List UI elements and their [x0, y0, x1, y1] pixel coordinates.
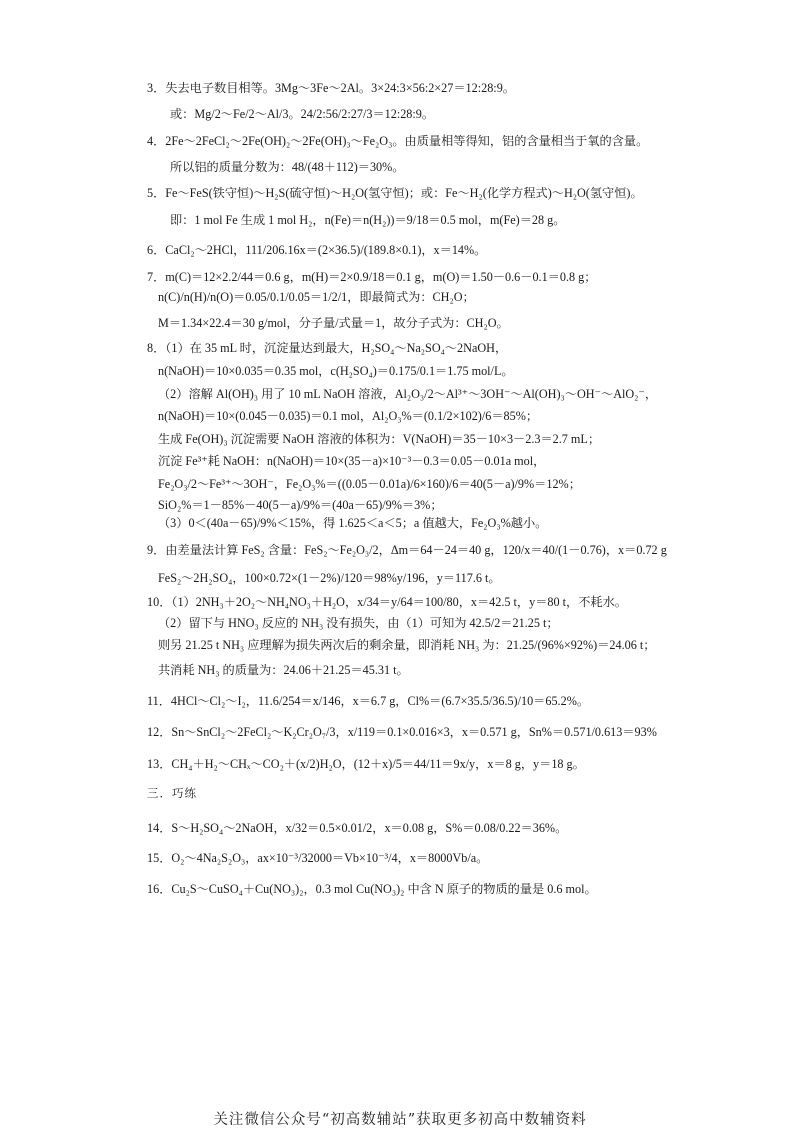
answer-line: 即：1 mol Fe 生成 1 mol H₂，n(Fe)＝n(H₂))＝9/18＝0.5 mol，m(Fe)＝28 g。 — [170, 213, 566, 227]
answer-line: 6．CaCl₂～2HCl，111/206.16x＝(2×36.5)/(189.8×0.1)，x＝14%。 — [147, 243, 487, 257]
answer-line: 10．（1）2NH₃＋2O₂～NH₄NO₃＋H₂O，x/34＝y/64＝100/80，x＝42.5 t，y＝80 t，不耗水。 — [147, 595, 627, 609]
answer-line: 沉淀 Fe³⁺耗 NaOH：n(NaOH)＝10×(35－a)×10⁻³－0.3＝0.05－0.01a mol， — [158, 454, 546, 468]
answer-line: 生成 Fe(OH)₃ 沉淀需要 NaOH 溶液的体积为：V(NaOH)＝35－10×3－2.3＝2.7 mL； — [158, 432, 601, 446]
answer-line: 5．Fe～FeS(铁守恒)～H₂S(硫守恒)～H₂O(氢守恒)；或：Fe～H₂(化学方程式)～H₂O(氢守恒)。 — [147, 186, 643, 200]
answer-line: n(NaOH)＝10×(0.045－0.035)＝0.1 mol，Al₂O₃%＝(0.1/2×102)/6＝85%； — [158, 409, 539, 423]
answer-line: 4．2Fe～2FeCl₂～2Fe(OH)₂～2Fe(OH)₃～Fe₂O₃。由质量相等得知，铝的含量相当于氧的含量。 — [147, 134, 649, 148]
answer-line: （2）溶解 Al(OH)₃ 用了 10 mL NaOH 溶液，Al₂O₃/2～Al³⁺～3OH⁻～Al(OH)₃～OH⁻～AlO₂⁻， — [158, 387, 658, 401]
answer-line: 16．Cu₂S～CuSO₄＋Cu(NO₃)₂，0.3 mol Cu(NO₃)₂ 中含 N 原子的物质的量是 0.6 mol。 — [147, 882, 597, 896]
answer-line: 共消耗 NH₃ 的质量为：24.06＋21.25＝45.31 t。 — [158, 663, 409, 677]
answer-line: 13．CH₄＋H₂～CHₓ～CO₂＋(x/2)H₂O，(12＋x)/5＝44/11＝9x/y，x＝8 g，y＝18 g。 — [147, 757, 585, 771]
answer-line: n(NaOH)＝10×0.035＝0.35 mol，c(H₂SO₄)＝0.175/0.1＝1.75 mol/L。 — [158, 364, 514, 378]
answer-line: 11．4HCl～Cl₂～I₂，11.6/254＝x/146，x＝6.7 g，Cl%＝(6.7×35.5/36.5)/10＝65.2%。 — [147, 694, 590, 708]
answer-line: （3）0＜(40a－65)/9%＜15%，得 1.625＜a＜5；a 值越大，Fe₂O₃%越小。 — [158, 516, 548, 530]
answer-line: M＝1.34×22.4＝30 g/mol，分子量/式量＝1，故分子式为：CH₂O。 — [158, 316, 509, 330]
answer-line: n(C)/n(H)/n(O)＝0.05/0.1/0.05＝1/2/1，即最简式为：CH₂O； — [158, 290, 475, 304]
answer-line: Fe₂O₃/2～Fe³⁺～3OH⁻，Fe₂O₃%＝((0.05－0.01a)/6×160)/6＝40(5－a)/9%＝12%； — [158, 477, 581, 491]
answer-line: 则另 21.25 t NH₃ 应理解为损失两次后的剩余量，即消耗 NH₃ 为：21.25/(96%×92%)＝24.06 t； — [158, 638, 656, 652]
answer-line: 或：Mg/2～Fe/2～Al/3。24/2:56/2:27/3＝12:28:9。 — [170, 107, 435, 121]
section-heading: 三．巧练 — [147, 788, 197, 800]
answer-line: （2）留下与 HNO₃ 反应的 NH₃ 没有损失，由（1）可知为 42.5/2＝21.25 t； — [158, 616, 559, 630]
answer-line: FeS₂～2H₂SO₄，100×0.72×(1－2%)/120＝98%y/196，y＝117.6 t。 — [158, 571, 501, 585]
footer-promo-text: 关注微信公众号“初高数辅站”获取更多初高中数辅资料 — [213, 1112, 587, 1128]
answer-line: 7．m(C)＝12×2.2/44＝0.6 g，m(H)＝2×0.9/18＝0.1 g，m(O)＝1.50－0.6－0.1＝0.8 g； — [147, 270, 597, 284]
answer-line: 3．失去电子数目相等。3Mg～3Fe～2Al。3×24:3×56:2×27＝12:28:9。 — [147, 81, 515, 95]
answer-line: 8．（1）在 35 mL 时，沉淀量达到最大，H₂SO₄～Na₂SO₄～2NaOH， — [147, 341, 508, 355]
answer-line: 所以铝的质量分数为：48/(48＋112)＝30%。 — [170, 160, 405, 174]
answer-line: 14．S～H₂SO₄～2NaOH，x/32＝0.5×0.01/2，x＝0.08 g，S%＝0.08/0.22＝36%。 — [147, 821, 568, 835]
answer-line: SiO₂%＝1－85%－40(5－a)/9%＝(40a－65)/9%＝3%； — [158, 498, 443, 512]
answer-line: 9．由差量法计算 FeS₂ 含量：FeS₂～Fe₂O₃/2，Δm＝64－24＝40 g，120/x＝40/(1－0.76)，x＝0.72 g — [147, 543, 667, 557]
answer-line: 12．Sn～SnCl₂～2FeCl₂～K₂Cr₂O₇/3，x/119＝0.1×0.016×3，x＝0.571 g，Sn%＝0.571/0.613＝93% — [147, 725, 657, 739]
answer-line: 15．O₂～4Na₂S₂O₃，ax×10⁻³/32000＝Vb×10⁻³/4，x＝8000Vb/a。 — [147, 851, 489, 865]
